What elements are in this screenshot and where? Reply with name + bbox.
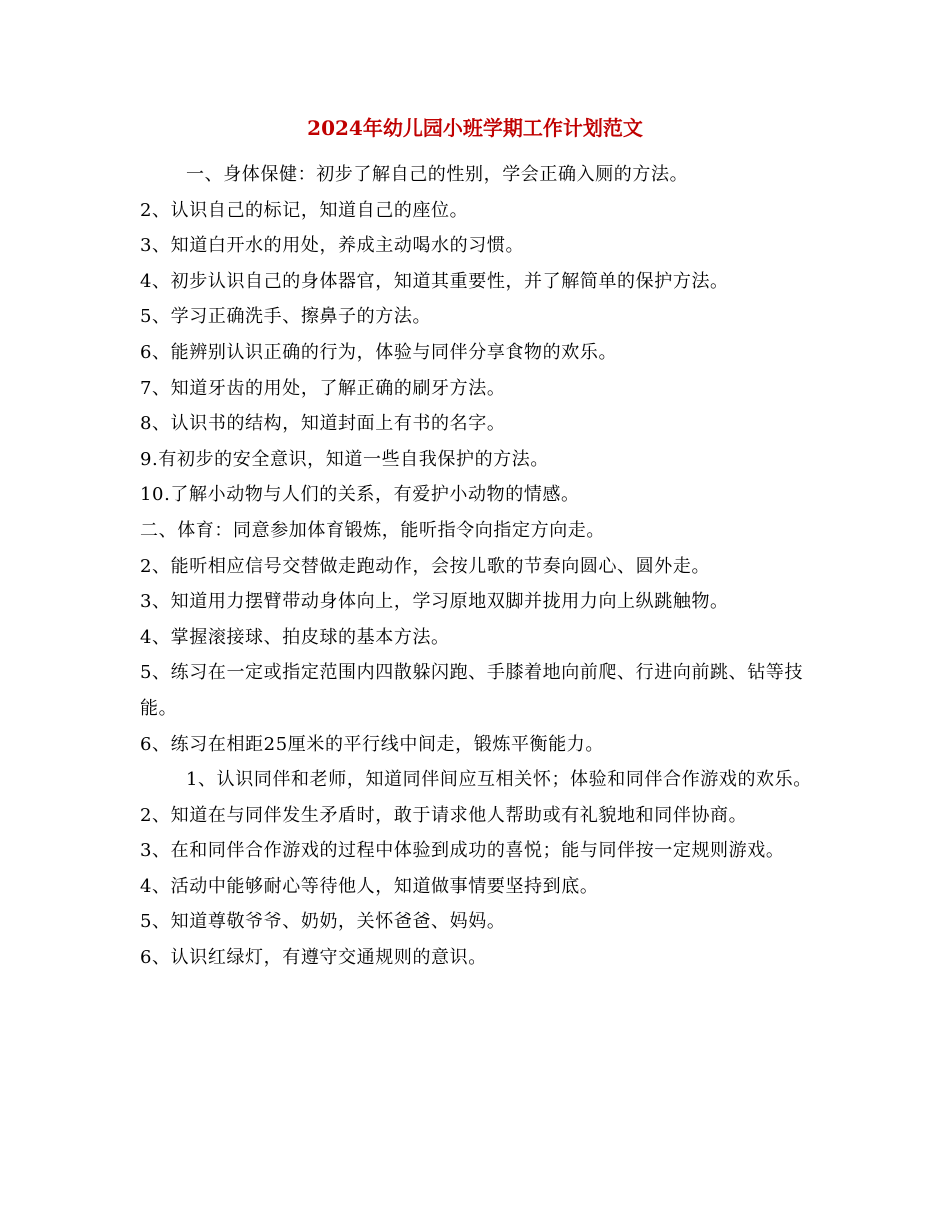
paragraph: 9.有初步的安全意识，知道一些自我保护的方法。 bbox=[140, 448, 549, 470]
paragraph: 5、学习正确洗手、擦鼻子的方法。 bbox=[140, 306, 432, 328]
paragraph: 2、能听相应信号交替做走跑动作，会按儿歌的节奏向圆心、圆外走。 bbox=[140, 555, 711, 577]
paragraph: 3、在和同伴合作游戏的过程中体验到成功的喜悦；能与同伴按一定规则游戏。 bbox=[140, 840, 785, 862]
paragraph: 8、认识书的结构，知道封面上有书的名字。 bbox=[140, 413, 506, 435]
paragraph: 2、知道在与同伴发生矛盾时，敢于请求他人帮助或有礼貌地和同伴协商。 bbox=[140, 804, 748, 826]
paragraph: 4、初步认识自己的身体器官，知道其重要性，并了解简单的保护方法。 bbox=[140, 270, 729, 292]
paragraph: 2、认识自己的标记，知道自己的座位。 bbox=[140, 199, 469, 221]
document-body bbox=[140, 157, 820, 976]
paragraph: 1、认识同伴和老师，知道同伴间应互相关怀；体验和同伴合作游戏的欢乐。 bbox=[186, 769, 812, 791]
paragraph: 4、活动中能够耐心等待他人，知道做事情要坚持到底。 bbox=[140, 875, 599, 897]
document-title: 2024年幼儿园小班学期工作计划范文 bbox=[307, 116, 643, 140]
paragraph: 6、认识红绿灯，有遵守交通规则的意识。 bbox=[140, 947, 487, 969]
paragraph: 5、知道尊敬爷爷、奶奶，关怀爸爸、妈妈。 bbox=[140, 911, 506, 933]
paragraph: 6、能辨别认识正确的行为，体验与同伴分享食物的欢乐。 bbox=[140, 341, 618, 363]
paragraph: 3、知道用力摆臂带动身体向上，学习原地双脚并拢用力向上纵跳触物。 bbox=[140, 591, 729, 613]
paragraph: 一、身体保健：初步了解自己的性别，学会正确入厕的方法。 bbox=[186, 164, 689, 185]
paragraph: 4、掌握滚接球、拍皮球的基本方法。 bbox=[140, 626, 450, 648]
paragraph: 5、练习在一定或指定范围内四散躲闪跑、手膝着地向前爬、行进向前跳、钻等技能。 bbox=[140, 662, 804, 719]
paragraph: 6、练习在相距25厘米的平行线中间走，锻炼平衡能力。 bbox=[140, 733, 604, 755]
paragraph: 二、体育：同意参加体育锻炼，能听指令向指定方向走。 bbox=[140, 519, 605, 541]
paragraph: 10.了解小动物与人们的关系，有爱护小动物的情感。 bbox=[140, 484, 580, 506]
paragraph: 7、知道牙齿的用处，了解正确的刷牙方法。 bbox=[140, 377, 506, 399]
paragraph: 3、知道白开水的用处，养成主动喝水的习惯。 bbox=[140, 235, 525, 257]
